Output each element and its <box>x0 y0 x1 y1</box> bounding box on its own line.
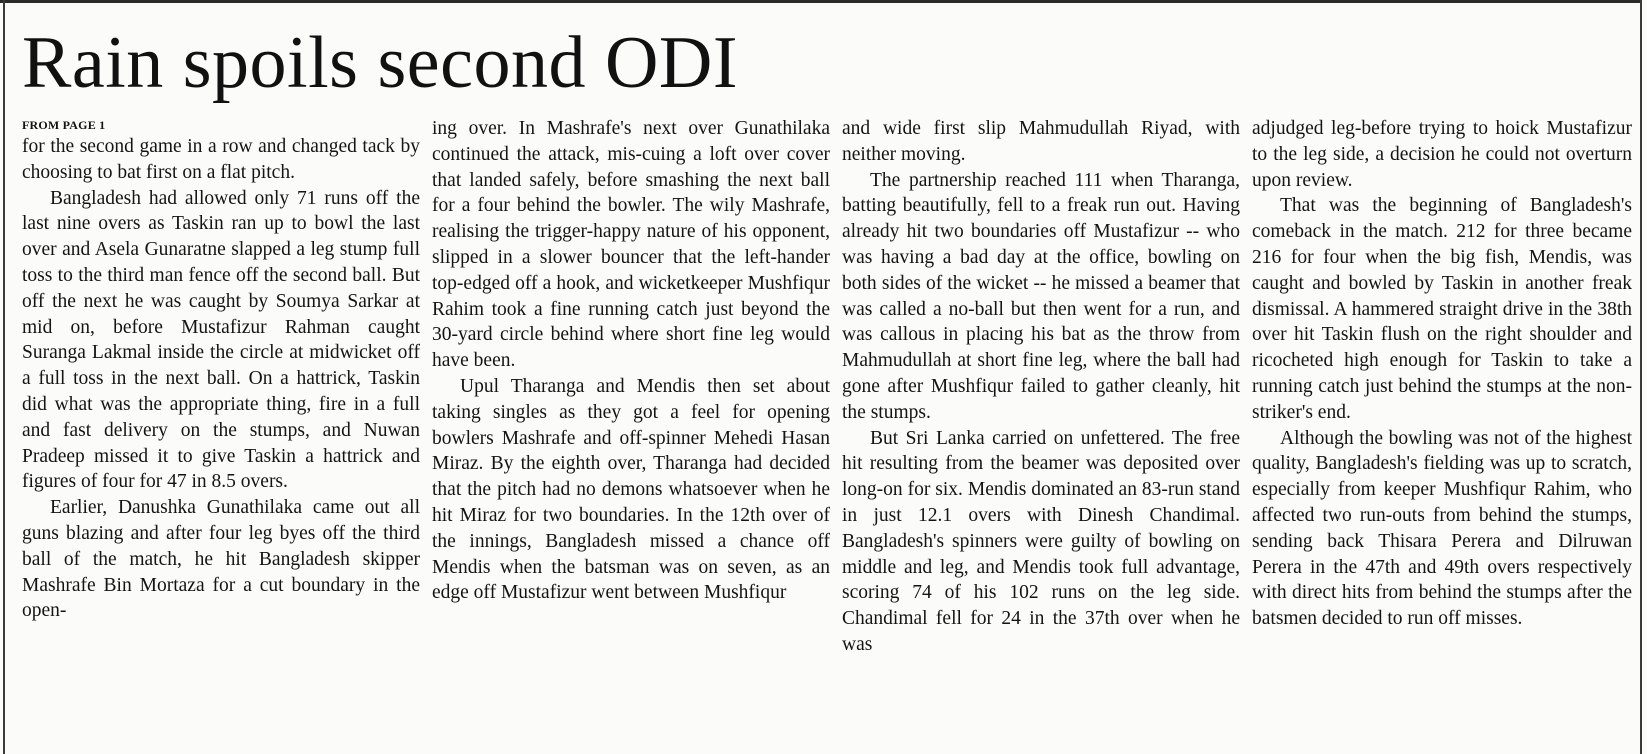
continued-from-label: FROM PAGE 1 <box>22 118 106 132</box>
top-border-rule <box>0 0 1640 3</box>
paragraph: and wide first slip Mahmudullah Riyad, with neither moving. <box>842 118 1240 165</box>
paragraph: Although the bowling was not of the highest quality, Bangladesh's fielding was up to scratch, especially from keeper Mushfiqur Rahim, who affected two run-outs from behind the stumps, sending back Thisara Perera and Dilruwan Perera in the 47th and 49th overs respectively with direct hits from behind the stumps after the batsmen decided to run off misses. <box>1252 427 1632 630</box>
right-border-rule <box>1640 0 1642 754</box>
paragraph: Earlier, Danushka Gunathilaka came out all guns blazing and after four leg byes off the third ball of the match, he hit Bangladesh skipper Mashrafe Bin Mortaza for a cut boundary in the open- <box>22 497 420 622</box>
paragraph: The partnership reached 111 when Tharanga, batting beautifully, fell to a freak run out. Having already hit two boundaries off Mustafizur -- who was having a bad day at the office, bowling on both sides of the wicket -- he missed a beamer that was called a no-ball but then went for a run, and was callous in placing his bat as the throw from Mahmudullah at short fine leg, where the ball had gone after Mushfiqur failed to gather cleanly, hit the stumps. <box>842 169 1240 423</box>
paragraph: That was the beginning of Bangladesh's comeback in the match. 212 for three became 216 for four when the big fish, Mendis, was caught and bowled by Taskin in another freak dismissal. A hammered straight drive in the 38th over hit Taskin flush on the right shoulder and ricocheted high enough for Taskin to take a running catch just behind the stumps at the non-striker's end. <box>1252 195 1632 423</box>
article-column-1 <box>22 116 420 624</box>
article-column-2 <box>432 116 830 606</box>
paragraph: Upul Tharanga and Mendis then set about taking singles as they got a feel for opening bowlers Mashrafe and off-spinner Mehedi Hasan Miraz. By the eighth over, Tharanga had decided that the pitch had no demons whatsoever when he hit Miraz for two boundaries. In the 12th over of the innings, Bangladesh missed a chance off Mendis when the batsman was on seven, as an edge off Mustafizur went between Mushfiqur <box>432 375 830 604</box>
paragraph: Bangladesh had allowed only 71 runs off the last nine overs as Taskin ran up to bowl the last over and Asela Gunaratne slapped a leg stump full toss to the third man fence off the second ball. But off the next he was caught by Soumya Sarkar at mid on, before Mustafizur Rahman caught Suranga Lakmal inside the circle at midwicket off a full toss in the next ball. On a hattrick, Taskin did what was the appropriate thing, fire in a full and fast delivery on the stumps, and Nuwan Pradeep missed it to give Taskin a hattrick and figures of four for 47 in 8.5 overs. <box>22 187 420 493</box>
article-headline: Rain spoils second ODI <box>22 22 738 104</box>
paragraph: for the second game in a row and changed tack by choosing to bat first on a flat pitch. <box>22 136 420 183</box>
article-column-3 <box>842 116 1240 658</box>
paragraph: ing over. In Mashrafe's next over Gunathilaka continued the attack, mis-cuing a loft over cover that landed safely, before smashing the next ball for a four behind the bowler. The wily Mashrafe, realising the trigger-happy nature of his opponent, slipped in a slower bouncer that the left-hander top-edged off a hook, and wicketkeeper Mushfiqur Rahim took a fine running catch just beyond the 30-yard circle behind where short fine leg would have been. <box>432 118 830 372</box>
left-border-rule <box>3 0 5 754</box>
paragraph: But Sri Lanka carried on unfettered. The free hit resulting from the beamer was deposited over long-on for six. Mendis dominated an 83-run stand in just 12.1 overs with Dinesh Chandimal. Bangladesh's spinners were guilty of bowling on middle and leg, and Mendis took full advantage, scoring 74 of his 102 runs on the leg side. Chandimal fell for 24 in the 37th over when he was <box>842 427 1240 655</box>
article-column-4 <box>1252 116 1632 632</box>
paragraph: adjudged leg-before trying to hoick Mustafizur to the leg side, a decision he could not overturn upon review. <box>1252 118 1632 191</box>
